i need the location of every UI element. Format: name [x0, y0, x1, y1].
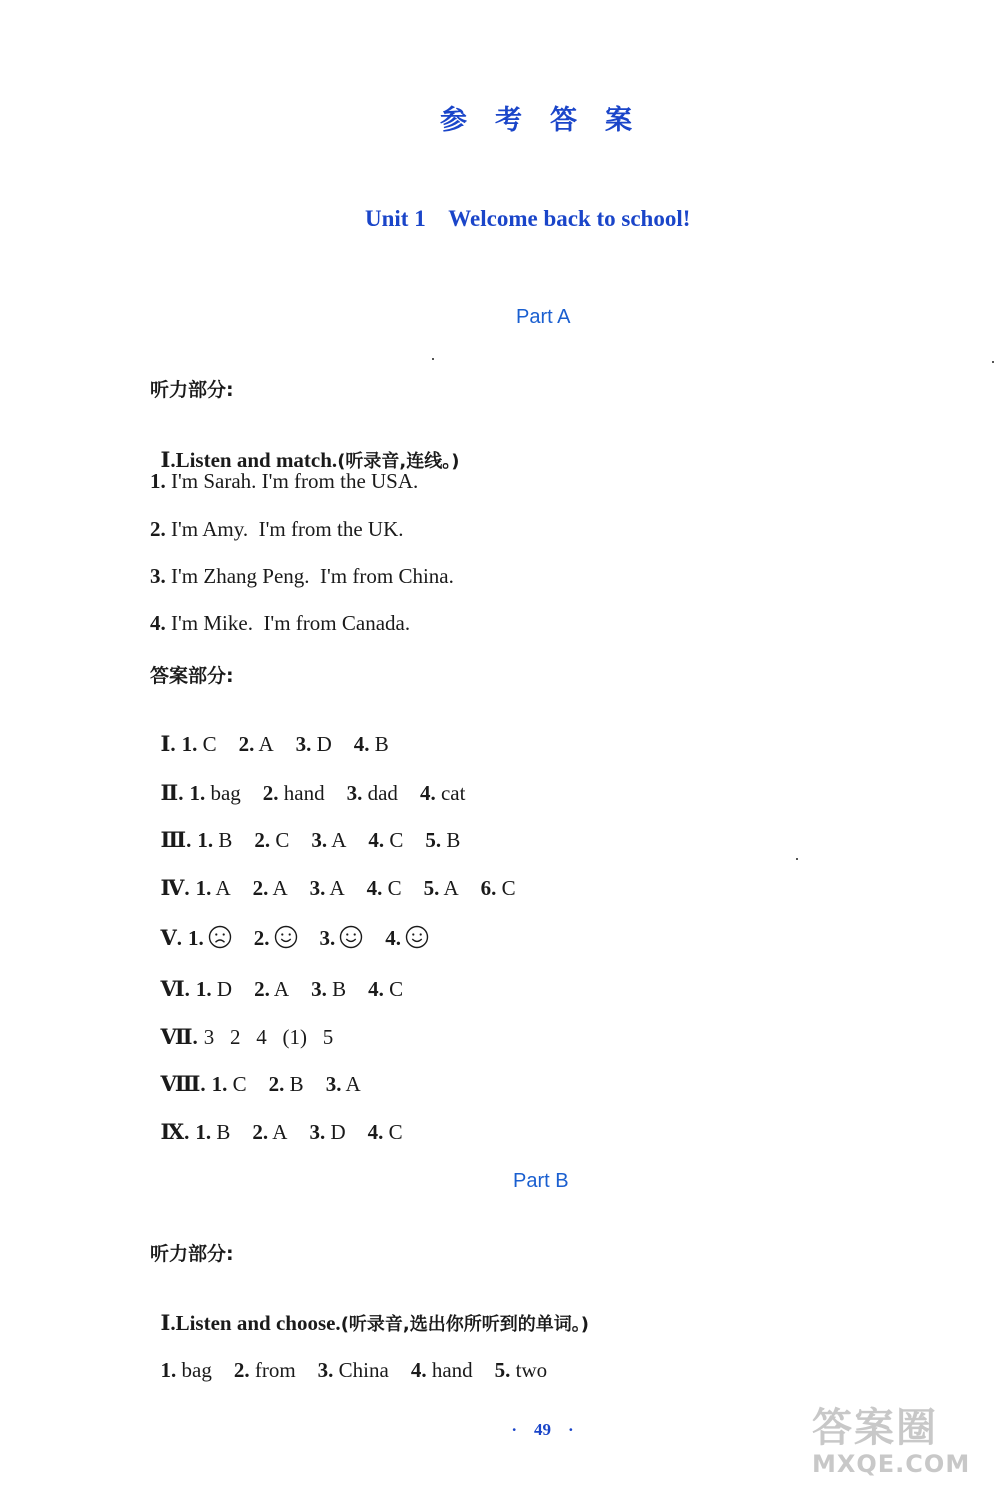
- roman-numeral: Ⅸ.: [160, 1120, 190, 1144]
- smile-face-icon: [339, 925, 363, 949]
- line-text: I'm Amy. I'm from the UK.: [165, 517, 404, 541]
- answer-row-7: [150, 999, 333, 1050]
- line-number: 4.: [150, 611, 166, 635]
- roman-numeral: Ⅴ.: [160, 926, 183, 950]
- transcript-line: [150, 611, 410, 636]
- answer-row-6: Ⅵ. 1. D 2. A 3. B 4. C: [160, 977, 404, 1001]
- print-speck: [992, 361, 994, 363]
- page-number-value: 49: [534, 1420, 551, 1439]
- answer-row-5: Ⅴ. 1. 2. 3. 4.: [150, 900, 451, 951]
- partB-exercise1-heading: [150, 1285, 589, 1336]
- part-b-label: Part B: [513, 1170, 569, 1192]
- roman-numeral: Ⅰ.: [160, 1311, 176, 1335]
- roman-numeral: Ⅶ.: [160, 1025, 198, 1049]
- watermark: [812, 1405, 992, 1490]
- partB-word-list: 1. bag 2. from 3. China 4. hand 5. two: [160, 1358, 548, 1382]
- roman-numeral: Ⅲ.: [160, 828, 192, 852]
- roman-numeral: Ⅰ.: [160, 448, 176, 472]
- line-text: I'm Sarah. I'm from the USA.: [165, 469, 419, 493]
- smile-face-icon: [274, 925, 298, 949]
- answer-row-1: Ⅰ. 1. C 2. A 3. D 4. B: [160, 732, 389, 756]
- line-text: I'm Mike. I'm from Canada.: [165, 611, 411, 635]
- page-title: 参考答案: [440, 105, 660, 136]
- exercise-title: Listen and match.: [175, 448, 338, 472]
- print-speck: [432, 358, 434, 360]
- part-a-label: Part A: [516, 306, 571, 328]
- line-number: 1.: [150, 469, 166, 493]
- line-number: 2.: [150, 517, 166, 541]
- answer-row-4: Ⅳ. 1. A 2. A 3. A 4. C 5. A 6. C: [160, 876, 516, 900]
- roman-numeral: Ⅱ.: [160, 781, 184, 805]
- watermark-bottom-text: MXQE.COM: [812, 1450, 971, 1478]
- transcript-line: [150, 564, 454, 589]
- exercise-note: (听录音,选出你所听到的单词。): [340, 1314, 589, 1335]
- smile-face-icon: [405, 925, 429, 949]
- answer-row-3: Ⅲ. 1. B 2. C 3. A 4. C 5. B: [160, 828, 461, 852]
- answer-row-8: Ⅷ. 1. C 2. B 3. A: [160, 1072, 361, 1096]
- line-text: I'm Zhang Peng. I'm from China.: [165, 564, 454, 588]
- line-number: 3.: [150, 564, 166, 588]
- sequence-answer: 3 2 4 (1) 5: [203, 1025, 334, 1049]
- sad-face-icon: [208, 925, 232, 949]
- unit-title: Unit 1 Welcome back to school!: [365, 206, 691, 231]
- partA-exercise1-heading: [150, 422, 459, 473]
- partA-listening-heading: 听力部分:: [150, 379, 234, 401]
- roman-numeral: Ⅷ.: [160, 1072, 206, 1096]
- watermark-top-text: 答案圈: [812, 1405, 938, 1451]
- exercise-note: (听录音,连线。): [337, 451, 460, 472]
- page-number: · 49 ·: [511, 1420, 574, 1439]
- partB-listening-heading: 听力部分:: [150, 1243, 234, 1265]
- answers-heading: 答案部分:: [150, 665, 234, 687]
- roman-numeral: Ⅵ.: [160, 977, 190, 1001]
- answer-row-2: Ⅱ. 1. bag 2. hand 3. dad 4. cat: [160, 781, 466, 805]
- roman-numeral: Ⅳ.: [160, 876, 190, 900]
- roman-numeral: Ⅰ.: [160, 732, 176, 756]
- answer-row-9: Ⅸ. 1. B 2. A 3. D 4. C: [160, 1120, 403, 1144]
- transcript-line: [150, 517, 404, 542]
- print-speck: [796, 858, 798, 860]
- transcript-line: [150, 469, 418, 494]
- exercise-title: Listen and choose.: [175, 1311, 341, 1335]
